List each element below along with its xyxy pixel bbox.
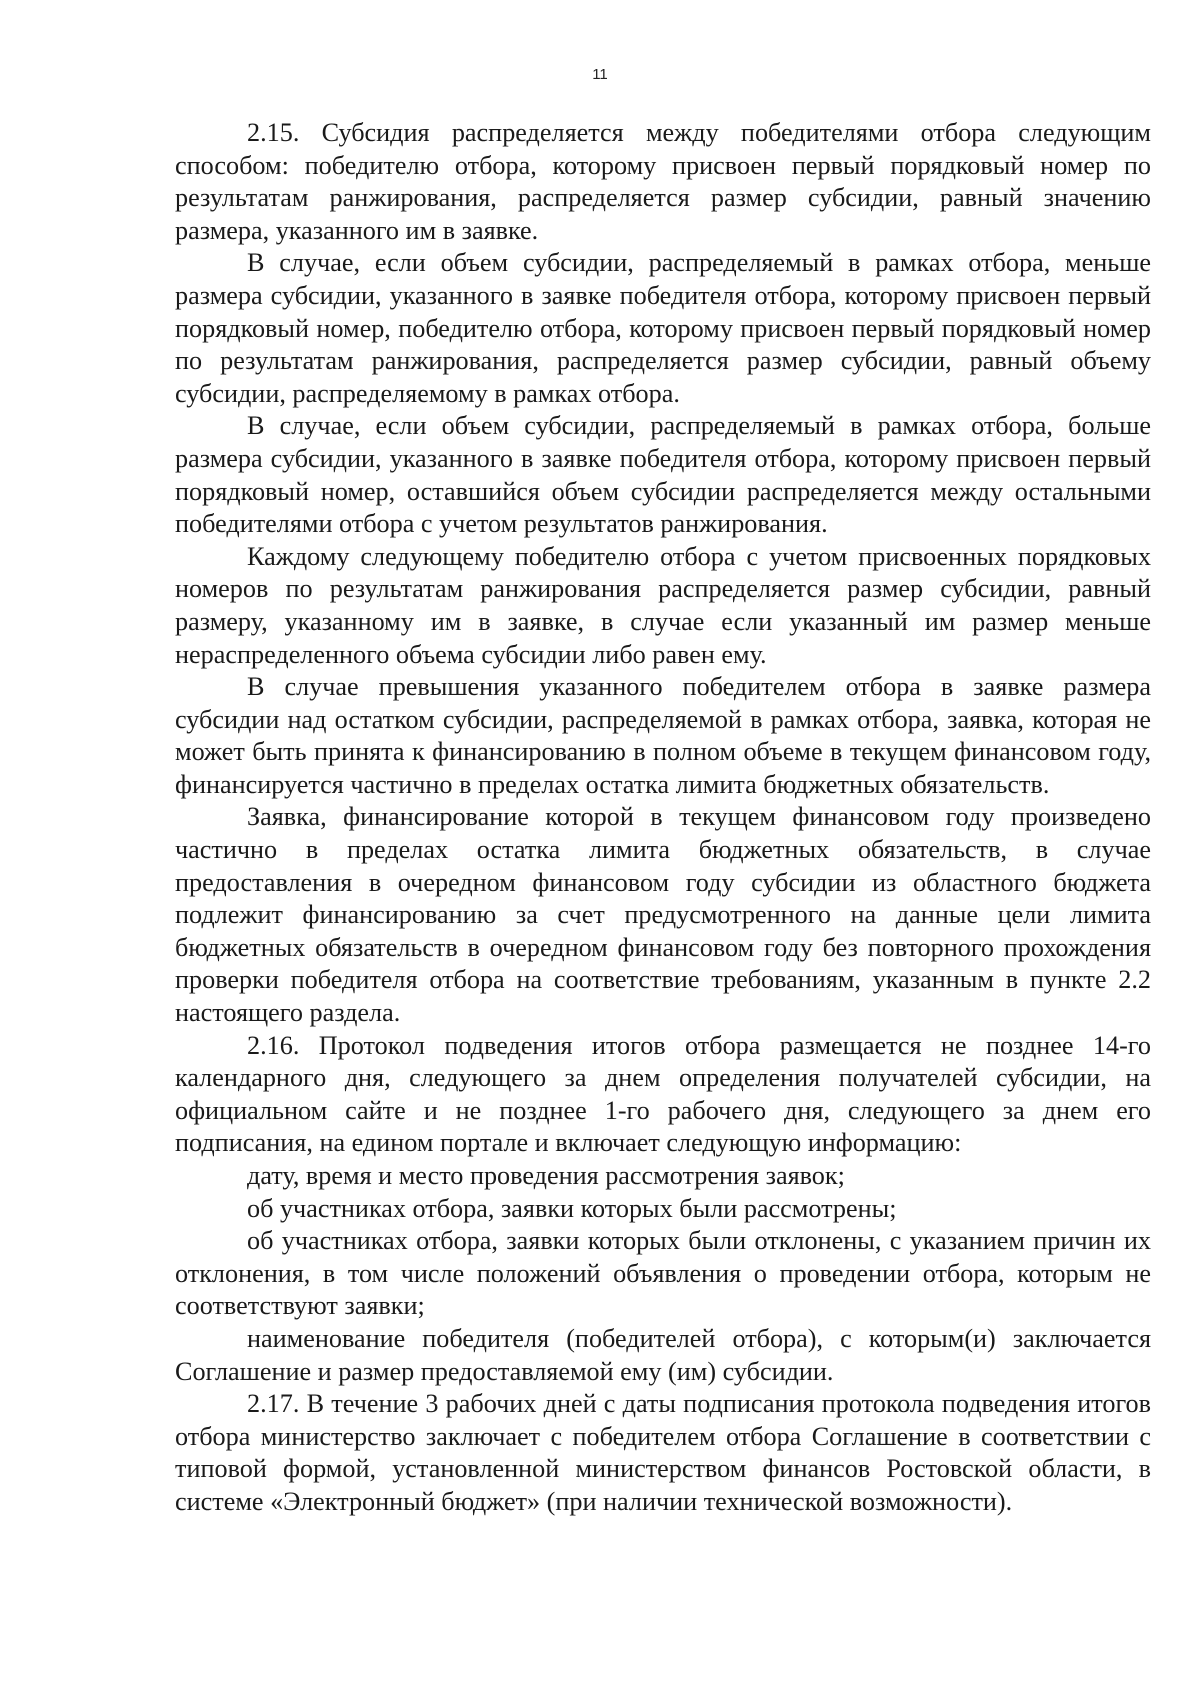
list-item: об участниках отбора, заявки которых были рассмотрены; (247, 1193, 897, 1223)
paragraph-2-16: 2.16. Протокол подведения итогов отбора размещается не позднее 14-го календарного дня, следующего за днем определения получателей субсидии, на официальном сайте и не позднее 1-го рабочего дня, следующего за днем его подписания, на едином портале и включает следующую информацию: (175, 1030, 1151, 1158)
paragraph: Заявка, финансирование которой в текущем финансовом году произведено частично в пределах остатка лимита бюджетных обязательств, в случае предоставления в очередном финансовом году субсидии из областного бюджета подлежит финансированию за счет предусмотренного на данные цели лимита бюджетных обязательств в очередном финансовом году без повторного прохождения проверки победителя отбора на соответствие требованиям, указанным в пункте 2.2 настоящего раздела. (175, 802, 1151, 1028)
paragraph-2-17: 2.17. В течение 3 рабочих дней с даты подписания протокола подведения итогов отбора министерство заключает с победителем отбора Соглашение в соответствии с типовой формой, установленной министерством финансов Ростовской области, в системе «Электронный бюджет» (при наличии технической возможности). (175, 1389, 1151, 1516)
paragraph-2-15: 2.15. Субсидия распределяется между победителями отбора следующим способом: победителю отбора, которому присвоен первый порядковый номер по результатам ранжирования, распределяется размер субсидии, равный значению размера, указанного им в заявке. (175, 118, 1151, 245)
paragraph: В случае, если объем субсидии, распределяемый в рамках отбора, больше размера субсидии, указанного в заявке победителя отбора, которому присвоен первый порядковый номер, оставшийся объем субсидии распределяется между остальными победителями отбора с учетом результатов ранжирования. (175, 411, 1151, 539)
document-body (175, 117, 1151, 1519)
paragraph: В случае превышения указанного победителем отбора в заявке размера субсидии над остатком субсидии, распределяемой в рамках отбора, заявка, которая не может быть принята к финансированию в полном объеме в текущем финансовом году, финансируется частично в пределах остатка лимита бюджетных обязательств. (175, 672, 1151, 799)
list-item: об участниках отбора, заявки которых были отклонены, с указанием причин их отклонения, в том числе положений объявления о проведении отбора, которым не соответствуют заявки; (175, 1226, 1151, 1321)
paragraph: В случае, если объем субсидии, распределяемый в рамках отбора, меньше размера субсидии, указанного в заявке победителя отбора, которому присвоен первый порядковый номер, победителю отбора, которому присвоен первый порядковый номер по результатам ранжирования, распределяется размер субсидии, равный объему субсидии, распределяемому в рамках отбора. (175, 248, 1151, 408)
list-item: наименование победителя (победителей отбора), с которым(и) заключается Соглашение и размер предоставляемой ему (им) субсидии. (175, 1323, 1151, 1386)
paragraph: Каждому следующему победителю отбора с учетом присвоенных порядковых номеров по результатам ранжирования распределяется размер субсидии, равный размеру, указанному им в заявке, в случае если указанный им размер меньше нераспределенного объема субсидии либо равен ему. (175, 541, 1151, 669)
list-item: дату, время и место проведения рассмотрения заявок; (247, 1161, 845, 1190)
page-number: 11 (592, 66, 608, 83)
